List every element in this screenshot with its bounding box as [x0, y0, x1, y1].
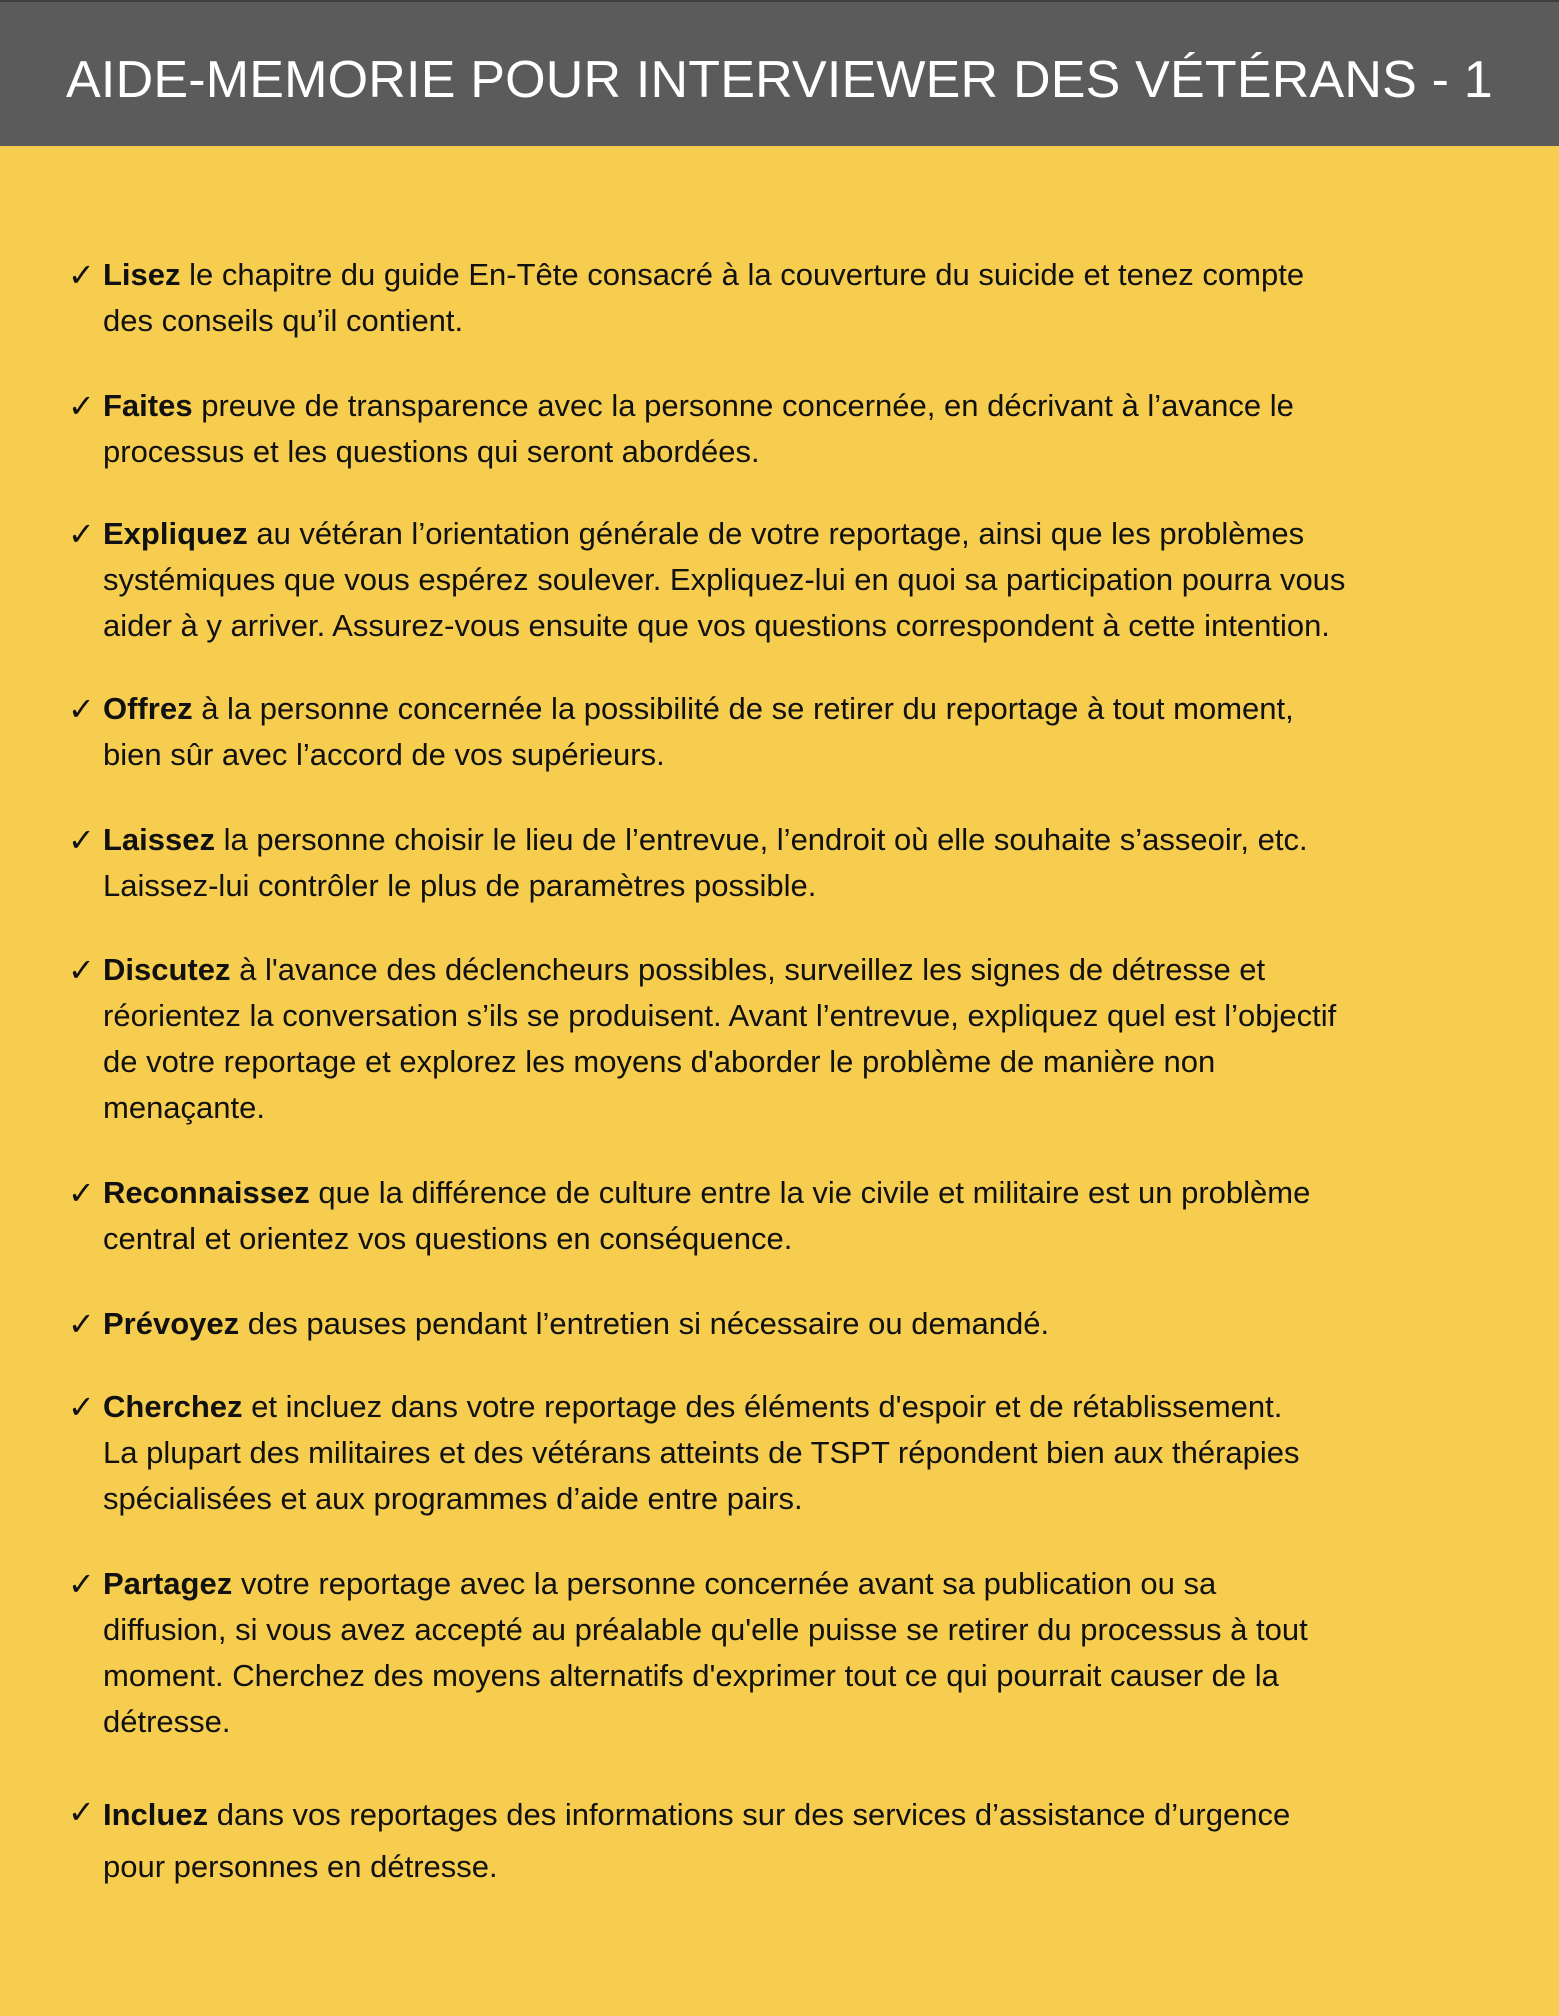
item-line — [103, 1384, 1518, 1430]
checklist-item-incluez — [68, 1789, 1518, 1893]
item-text — [103, 1301, 1518, 1347]
item-text — [103, 1789, 1518, 1893]
item-line: spécialisées et aux programmes d’aide entre pairs. — [103, 1481, 803, 1516]
item-line: pour personnes en détresse. — [103, 1849, 498, 1884]
checkmark-icon: ✓ — [68, 690, 95, 728]
item-line: détresse. — [103, 1704, 231, 1739]
item-lead: Discutez — [103, 952, 231, 987]
checklist-item-faites — [68, 383, 1518, 475]
item-line-text: preuve de transparence avec la personne concernée, en décrivant à l’avance le — [201, 388, 1294, 423]
item-line — [103, 252, 1518, 298]
item-line: systémiques que vous espérez soulever. Expliquez-lui en quoi sa participation pourra vous — [103, 562, 1346, 597]
item-lead: Partagez — [103, 1566, 233, 1601]
checklist-item-expliquez — [68, 511, 1518, 649]
checklist-item-laissez — [68, 817, 1518, 909]
checklist-item-lisez — [68, 252, 1518, 344]
item-line-text: la personne choisir le lieu de l’entrevue, l’endroit où elle souhaite s’asseoir, etc. — [223, 822, 1308, 857]
item-line — [103, 511, 1518, 557]
checkmark-icon: ✓ — [68, 1174, 95, 1212]
item-lead: Offrez — [103, 691, 193, 726]
item-line: diffusion, si vous avez accepté au préalable qu'elle puisse se retirer du processus à tout — [103, 1612, 1308, 1647]
item-text — [103, 1384, 1518, 1522]
checkmark-icon: ✓ — [68, 1565, 95, 1603]
checkmark-icon: ✓ — [68, 256, 95, 294]
item-lead: Expliquez — [103, 516, 248, 551]
checklist-item-prevoyez — [68, 1301, 1518, 1347]
item-lead: Incluez — [103, 1797, 209, 1832]
item-line: aider à y arriver. Assurez-vous ensuite que vos questions correspondent à cette intention. — [103, 608, 1330, 643]
checkmark-icon: ✓ — [68, 515, 95, 553]
checkmark-icon: ✓ — [68, 1305, 95, 1343]
checklist-item-cherchez — [68, 1384, 1518, 1522]
item-text — [103, 1561, 1518, 1745]
item-lead: Laissez — [103, 822, 216, 857]
checkmark-icon: ✓ — [68, 1388, 95, 1426]
item-line-text: au vétéran l’orientation générale de votre reportage, ainsi que les problèmes — [256, 516, 1305, 551]
item-line-text: que la différence de culture entre la vie civile et militaire est un problème — [318, 1175, 1311, 1210]
item-text — [103, 511, 1518, 649]
checkmark-icon: ✓ — [68, 387, 95, 425]
item-line: La plupart des militaires et des vétérans atteints de TSPT répondent bien aux thérapies — [103, 1435, 1300, 1470]
item-line: de votre reportage et explorez les moyens d'aborder le problème de manière non — [103, 1044, 1216, 1079]
item-line-text: et incluez dans votre reportage des éléments d'espoir et de rétablissement. — [251, 1389, 1283, 1424]
item-line: bien sûr avec l’accord de vos supérieurs. — [103, 737, 665, 772]
item-line — [103, 947, 1518, 993]
item-line: des conseils qu’il contient. — [103, 303, 464, 338]
checkmark-icon: ✓ — [68, 1793, 95, 1831]
checkmark-icon: ✓ — [68, 821, 95, 859]
item-line-text: des pauses pendant l’entretien si nécessaire ou demandé. — [247, 1306, 1050, 1341]
item-lead: Faites — [103, 388, 193, 423]
item-line-text: à l'avance des déclencheurs possibles, surveillez les signes de détresse et — [239, 952, 1266, 987]
item-line: central et orientez vos questions en conséquence. — [103, 1221, 793, 1256]
item-line-text: le chapitre du guide En-Tête consacré à la couverture du suicide et tenez compte — [189, 257, 1305, 292]
item-line-text: dans vos reportages des informations sur des services d’assistance d’urgence — [216, 1797, 1291, 1832]
checklist-item-offrez — [68, 686, 1518, 778]
item-text — [103, 686, 1518, 778]
checkmark-icon: ✓ — [68, 951, 95, 989]
item-line: Laissez-lui contrôler le plus de paramètres possible. — [103, 868, 817, 903]
item-text — [103, 252, 1518, 344]
item-text — [103, 947, 1518, 1131]
item-line — [103, 817, 1518, 863]
item-lead: Cherchez — [103, 1389, 243, 1424]
item-line — [103, 1561, 1518, 1607]
checklist-item-reconnaissez — [68, 1170, 1518, 1262]
page-title: AIDE-MEMORIE POUR INTERVIEWER DES VÉTÉRANS - 1 — [66, 51, 1493, 109]
item-line — [103, 1301, 1518, 1347]
item-text — [103, 1170, 1518, 1262]
checklist-item-partagez — [68, 1561, 1518, 1745]
item-line — [103, 383, 1518, 429]
item-lead: Reconnaissez — [103, 1175, 310, 1210]
item-line — [103, 1170, 1518, 1216]
item-line: processus et les questions qui seront abordées. — [103, 434, 760, 469]
item-line: menaçante. — [103, 1090, 265, 1125]
item-line — [103, 686, 1518, 732]
item-line: réorientez la conversation s’ils se produisent. Avant l’entrevue, expliquez quel est l’objectif — [103, 998, 1337, 1033]
item-line — [103, 1789, 1518, 1841]
item-line-text: à la personne concernée la possibilité de se retirer du reportage à tout moment, — [201, 691, 1294, 726]
item-lead: Prévoyez — [103, 1306, 240, 1341]
item-line-text: votre reportage avec la personne concernée avant sa publication ou sa — [240, 1566, 1217, 1601]
item-text — [103, 383, 1518, 475]
item-lead: Lisez — [103, 257, 181, 292]
checklist-item-discutez — [68, 947, 1518, 1131]
item-line: moment. Cherchez des moyens alternatifs d'exprimer tout ce qui pourrait causer de la — [103, 1658, 1279, 1693]
item-text — [103, 817, 1518, 909]
